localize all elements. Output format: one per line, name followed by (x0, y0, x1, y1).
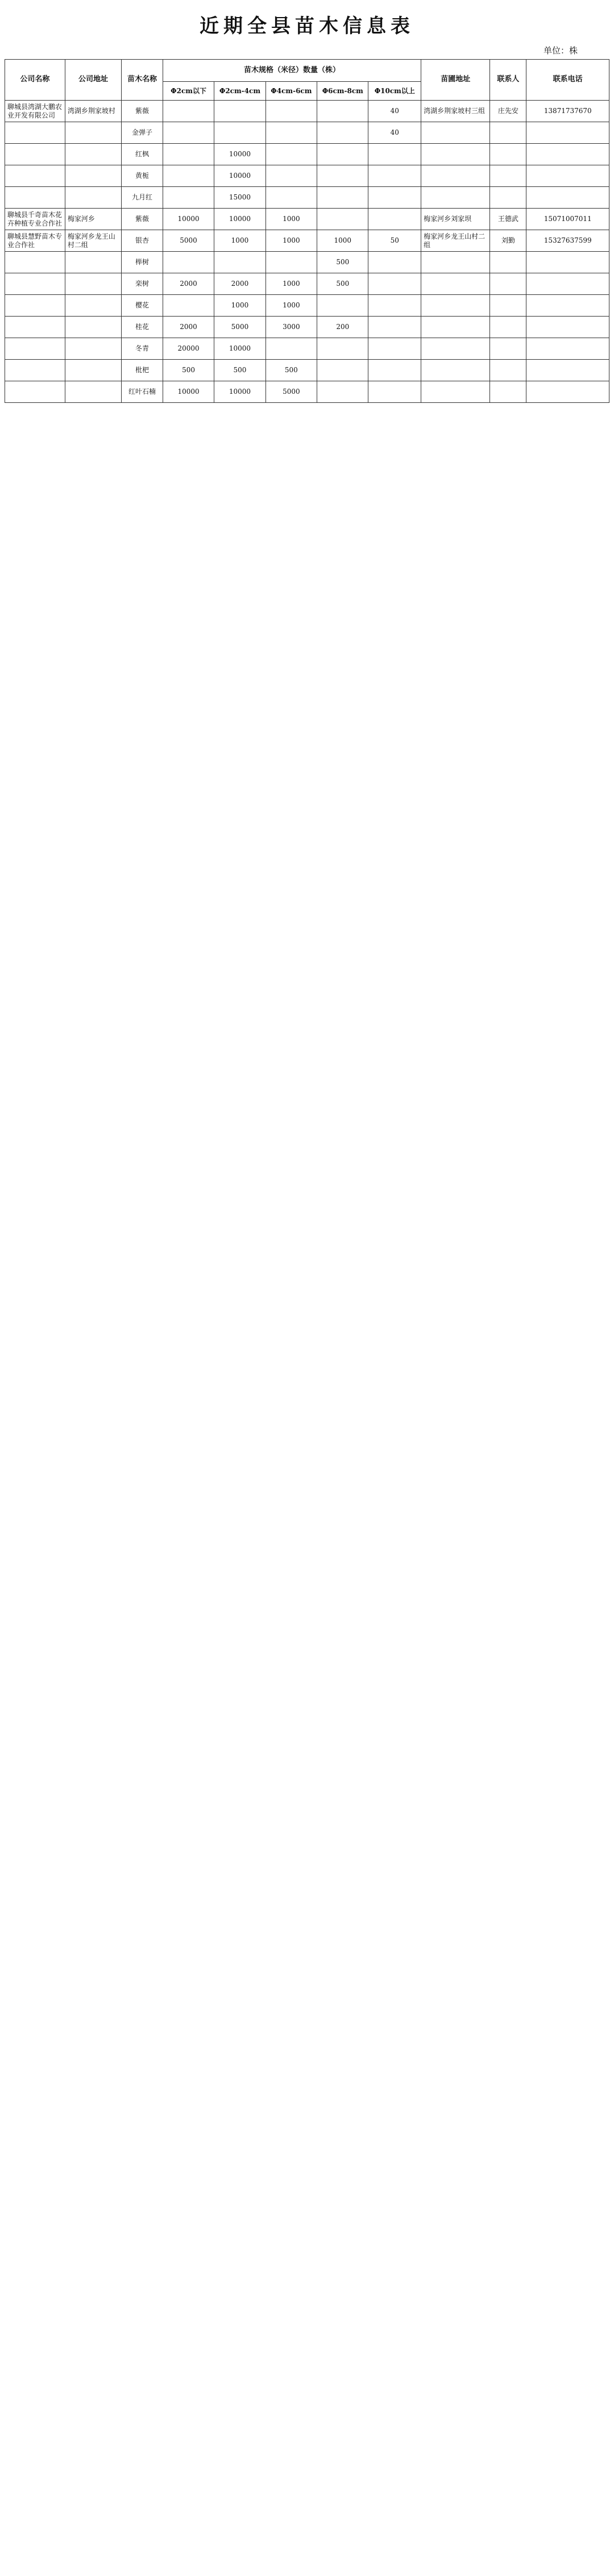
qty-cell-5 (368, 338, 421, 360)
contact-cell (490, 273, 526, 295)
qty-cell-5 (368, 252, 421, 273)
qty-cell-1: 10000 (163, 381, 214, 403)
table-row (5, 273, 609, 295)
qty-cell-3 (265, 252, 317, 273)
qty-cell-5: 40 (368, 101, 421, 122)
qty-cell-1: 2000 (163, 317, 214, 338)
qty-cell-3: 1000 (265, 295, 317, 317)
qty-cell-1: 20000 (163, 338, 214, 360)
qty-cell-5 (368, 209, 421, 230)
company-cell (5, 187, 65, 209)
qty-cell-5 (368, 273, 421, 295)
phone-cell (526, 122, 609, 144)
nursery-address-cell (421, 317, 490, 338)
qty-cell-5: 40 (368, 122, 421, 144)
contact-cell (490, 381, 526, 403)
qty-cell-2: 5000 (214, 317, 265, 338)
qty-cell-5 (368, 381, 421, 403)
qty-cell-1 (163, 187, 214, 209)
qty-cell-4 (317, 122, 368, 144)
qty-cell-5: 50 (368, 230, 421, 252)
phone-cell (526, 360, 609, 381)
qty-cell-3 (265, 144, 317, 165)
seedling-cell: 红枫 (122, 144, 163, 165)
seedling-cell: 黄栀 (122, 165, 163, 187)
nursery-address-cell (421, 273, 490, 295)
header-spec-4: Φ6cm-8cm (317, 82, 368, 101)
qty-cell-2: 15000 (214, 187, 265, 209)
qty-cell-1: 2000 (163, 273, 214, 295)
qty-cell-4 (317, 338, 368, 360)
table-body (5, 101, 609, 403)
nursery-address-cell (421, 381, 490, 403)
company-cell: 聊城县慧野苗木专业合作社 (5, 230, 65, 252)
nursery-address-cell (421, 338, 490, 360)
table-row (5, 165, 609, 187)
qty-cell-1: 10000 (163, 209, 214, 230)
nursery-address-cell (421, 165, 490, 187)
company-address-cell (65, 317, 121, 338)
phone-cell (526, 165, 609, 187)
qty-cell-4: 500 (317, 252, 368, 273)
qty-cell-1: 500 (163, 360, 214, 381)
qty-cell-4 (317, 144, 368, 165)
phone-cell (526, 317, 609, 338)
seedling-table (5, 59, 609, 403)
qty-cell-2: 10000 (214, 381, 265, 403)
contact-cell (490, 165, 526, 187)
header-seedling: 苗木名称 (122, 60, 163, 101)
nursery-address-cell (421, 144, 490, 165)
company-cell (5, 122, 65, 144)
company-cell: 聊城县千奇苗木花卉种植专业合作社 (5, 209, 65, 230)
qty-cell-1: 5000 (163, 230, 214, 252)
header-spec-group: 苗木规格（米径）数量（株） (163, 60, 421, 82)
seedling-cell: 九月红 (122, 187, 163, 209)
header-spec-3: Φ4cm-6cm (265, 82, 317, 101)
qty-cell-4: 500 (317, 273, 368, 295)
contact-cell (490, 338, 526, 360)
company-cell (5, 273, 65, 295)
phone-cell (526, 144, 609, 165)
table-row (5, 209, 609, 230)
qty-cell-2: 10000 (214, 338, 265, 360)
seedling-cell: 银杏 (122, 230, 163, 252)
seedling-cell: 枇杷 (122, 360, 163, 381)
seedling-cell: 桂花 (122, 317, 163, 338)
qty-cell-2 (214, 122, 265, 144)
company-cell (5, 381, 65, 403)
table-row (5, 317, 609, 338)
qty-cell-3: 5000 (265, 381, 317, 403)
qty-cell-1 (163, 122, 214, 144)
company-address-cell (65, 187, 121, 209)
contact-cell (490, 122, 526, 144)
qty-cell-4 (317, 187, 368, 209)
nursery-address-cell: 梅家河乡刘家坝 (421, 209, 490, 230)
company-cell (5, 295, 65, 317)
phone-cell (526, 338, 609, 360)
seedling-cell: 榉树 (122, 252, 163, 273)
header-phone: 联系电话 (526, 60, 609, 101)
header-spec-5: Φ10cm以上 (368, 82, 421, 101)
qty-cell-3 (265, 101, 317, 122)
seedling-cell: 冬青 (122, 338, 163, 360)
qty-cell-2: 500 (214, 360, 265, 381)
company-cell (5, 144, 65, 165)
qty-cell-3 (265, 187, 317, 209)
qty-cell-5 (368, 295, 421, 317)
qty-cell-2: 1000 (214, 230, 265, 252)
table-row (5, 122, 609, 144)
qty-cell-1 (163, 144, 214, 165)
company-cell (5, 252, 65, 273)
seedling-cell: 紫薇 (122, 209, 163, 230)
header-contact: 联系人 (490, 60, 526, 101)
qty-cell-5 (368, 165, 421, 187)
table-row (5, 144, 609, 165)
company-address-cell (65, 122, 121, 144)
contact-cell: 庄先安 (490, 101, 526, 122)
qty-cell-2: 2000 (214, 273, 265, 295)
table-row (5, 230, 609, 252)
company-cell (5, 338, 65, 360)
header-spec-2: Φ2cm-4cm (214, 82, 265, 101)
company-cell (5, 165, 65, 187)
qty-cell-4: 1000 (317, 230, 368, 252)
company-address-cell (65, 165, 121, 187)
company-address-cell (65, 252, 121, 273)
qty-cell-4 (317, 360, 368, 381)
company-address-cell: 梅家河乡 (65, 209, 121, 230)
qty-cell-5 (368, 360, 421, 381)
nursery-address-cell (421, 187, 490, 209)
qty-cell-4 (317, 209, 368, 230)
table-row (5, 295, 609, 317)
company-address-cell (65, 338, 121, 360)
qty-cell-2 (214, 101, 265, 122)
contact-cell (490, 252, 526, 273)
qty-cell-3: 3000 (265, 317, 317, 338)
contact-cell (490, 187, 526, 209)
company-address-cell (65, 360, 121, 381)
qty-cell-5 (368, 144, 421, 165)
qty-cell-4 (317, 165, 368, 187)
nursery-address-cell: 梅家河乡龙王山村二组 (421, 230, 490, 252)
seedling-cell: 红叶石楠 (122, 381, 163, 403)
contact-cell: 刘勤 (490, 230, 526, 252)
seedling-cell: 樱花 (122, 295, 163, 317)
qty-cell-3: 500 (265, 360, 317, 381)
qty-cell-2: 1000 (214, 295, 265, 317)
table-row (5, 381, 609, 403)
table-row (5, 101, 609, 122)
company-address-cell (65, 144, 121, 165)
qty-cell-2: 10000 (214, 209, 265, 230)
phone-cell (526, 273, 609, 295)
company-cell (5, 317, 65, 338)
phone-cell (526, 187, 609, 209)
phone-cell (526, 295, 609, 317)
qty-cell-4 (317, 381, 368, 403)
contact-cell (490, 144, 526, 165)
nursery-address-cell (421, 122, 490, 144)
qty-cell-3 (265, 122, 317, 144)
header-company-address: 公司地址 (65, 60, 121, 101)
company-address-cell (65, 295, 121, 317)
qty-cell-2: 10000 (214, 165, 265, 187)
phone-cell: 13871737670 (526, 101, 609, 122)
contact-cell (490, 360, 526, 381)
company-cell (5, 360, 65, 381)
qty-cell-3 (265, 338, 317, 360)
qty-cell-1 (163, 165, 214, 187)
contact-cell (490, 295, 526, 317)
header-company: 公司名称 (5, 60, 65, 101)
table-row (5, 360, 609, 381)
qty-cell-1 (163, 295, 214, 317)
qty-cell-4: 200 (317, 317, 368, 338)
seedling-cell: 紫薇 (122, 101, 163, 122)
seedling-cell: 栾树 (122, 273, 163, 295)
nursery-address-cell (421, 295, 490, 317)
company-address-cell (65, 381, 121, 403)
qty-cell-1 (163, 101, 214, 122)
table-row (5, 252, 609, 273)
nursery-address-cell (421, 360, 490, 381)
table-row (5, 187, 609, 209)
nursery-address-cell (421, 252, 490, 273)
header-nursery-address: 苗圃地址 (421, 60, 490, 101)
qty-cell-2: 10000 (214, 144, 265, 165)
company-address-cell (65, 273, 121, 295)
company-address-cell: 梅家河乡龙王山村二组 (65, 230, 121, 252)
page-title: 近期全县苗木信息表 (200, 15, 414, 38)
contact-cell: 王德武 (490, 209, 526, 230)
phone-cell: 15071007011 (526, 209, 609, 230)
company-address-cell: 湾湖乡荆家坡村 (65, 101, 121, 122)
company-cell: 聊城县湾湖大鹏农业开发有限公司 (5, 101, 65, 122)
qty-cell-1 (163, 252, 214, 273)
contact-cell (490, 317, 526, 338)
qty-cell-3: 1000 (265, 273, 317, 295)
qty-cell-4 (317, 101, 368, 122)
unit-label: 单位：株 (543, 45, 578, 56)
seedling-cell: 金弹子 (122, 122, 163, 144)
qty-cell-3: 1000 (265, 230, 317, 252)
phone-cell (526, 381, 609, 403)
qty-cell-5 (368, 317, 421, 338)
header-spec-1: Φ2cm以下 (163, 82, 214, 101)
qty-cell-3: 1000 (265, 209, 317, 230)
qty-cell-3 (265, 165, 317, 187)
qty-cell-5 (368, 187, 421, 209)
qty-cell-2 (214, 252, 265, 273)
qty-cell-4 (317, 295, 368, 317)
phone-cell: 15327637599 (526, 230, 609, 252)
phone-cell (526, 252, 609, 273)
table-row (5, 338, 609, 360)
nursery-address-cell: 湾湖乡荆家坡村三组 (421, 101, 490, 122)
